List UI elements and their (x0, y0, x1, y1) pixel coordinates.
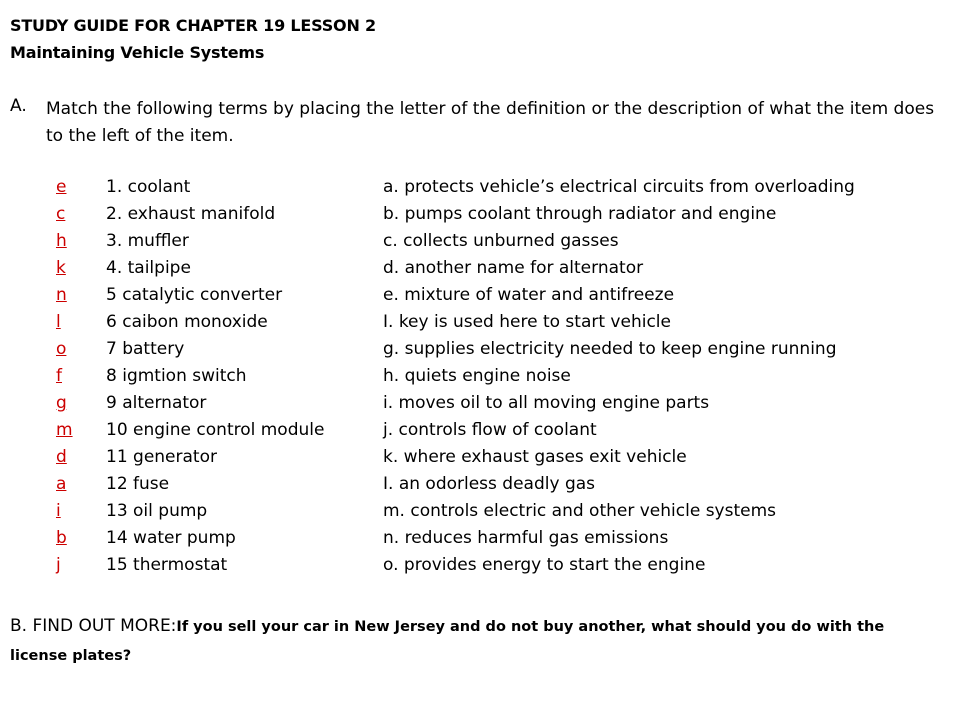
definition: c. collects unburned gasses (383, 231, 619, 251)
answer-letter: h (56, 231, 67, 251)
term: 4. tailpipe (106, 258, 191, 278)
definition: d. another name for alternator (383, 258, 644, 278)
answer-letter: c (56, 204, 66, 224)
answer-letter: e (56, 177, 67, 197)
matching-row (0, 285, 960, 312)
answer-letter: l (56, 312, 61, 332)
definition: I. key is used here to start vehicle (383, 312, 671, 332)
answer-letter: i (56, 501, 61, 521)
definition: n. reduces harmful gas emissions (383, 528, 669, 548)
definition: h. quiets engine noise (383, 366, 571, 386)
matching-row (0, 231, 960, 258)
term: 12 fuse (106, 474, 170, 494)
answer-letter: g (56, 393, 67, 413)
term: 11 generator (106, 447, 217, 467)
term: 14 water pump (106, 528, 236, 548)
term: 2. exhaust manifold (106, 204, 276, 224)
page-title: STUDY GUIDE FOR CHAPTER 19 LESSON 2 (10, 16, 376, 35)
matching-row (0, 474, 960, 501)
answer-letter: d (56, 447, 67, 467)
answer-letter: b (56, 528, 67, 548)
term: 6 caibon monoxide (106, 312, 268, 332)
term: 8 igmtion switch (106, 366, 247, 386)
term: 3. muffler (106, 231, 189, 251)
matching-row (0, 555, 960, 582)
definition: o. provides energy to start the engine (383, 555, 706, 575)
definition: i. moves oil to all moving engine parts (383, 393, 710, 413)
section-a-instruction: Match the following terms by placing the letter of the definition or the description of what the item does to the left of the item. (46, 99, 935, 146)
section-a-letter: A. (10, 96, 27, 116)
matching-row (0, 177, 960, 204)
definition: b. pumps coolant through radiator and engine (383, 204, 777, 224)
matching-row (0, 204, 960, 231)
section-b-lead: B. FIND OUT MORE: (10, 616, 177, 636)
term: 1. coolant (106, 177, 191, 197)
page-subtitle: Maintaining Vehicle Systems (10, 43, 265, 62)
answer-letter: f (56, 366, 62, 386)
section-b (10, 612, 945, 670)
definition: g. supplies electricity needed to keep engine running (383, 339, 837, 359)
answer-letter: a (56, 474, 67, 494)
answer-letter: o (56, 339, 67, 359)
definition: k. where exhaust gases exit vehicle (383, 447, 687, 467)
section-b-question: If you sell your car in New Jersey and do not buy another, what should you do with the license plates? (10, 619, 885, 664)
matching-row (0, 420, 960, 447)
matching-row (0, 501, 960, 528)
matching-row (0, 366, 960, 393)
matching-row (0, 528, 960, 555)
matching-row (0, 339, 960, 366)
term: 7 battery (106, 339, 185, 359)
matching-row (0, 393, 960, 420)
term: 10 engine control module (106, 420, 325, 440)
answer-letter: m (56, 420, 73, 440)
term: 9 alternator (106, 393, 207, 413)
definition: j. controls flow of coolant (383, 420, 597, 440)
term: 13 oil pump (106, 501, 208, 521)
matching-row (0, 447, 960, 474)
definition: e. mixture of water and antifreeze (383, 285, 675, 305)
term: 15 thermostat (106, 555, 228, 575)
answer-letter: n (56, 285, 67, 305)
definition: m. controls electric and other vehicle systems (383, 501, 777, 521)
matching-row (0, 312, 960, 339)
answer-letter: j (56, 555, 61, 575)
matching-row (0, 258, 960, 285)
definition: a. protects vehicle’s electrical circuits from overloading (383, 177, 855, 197)
answer-letter: k (56, 258, 66, 278)
term: 5 catalytic converter (106, 285, 283, 305)
definition: I. an odorless deadly gas (383, 474, 596, 494)
